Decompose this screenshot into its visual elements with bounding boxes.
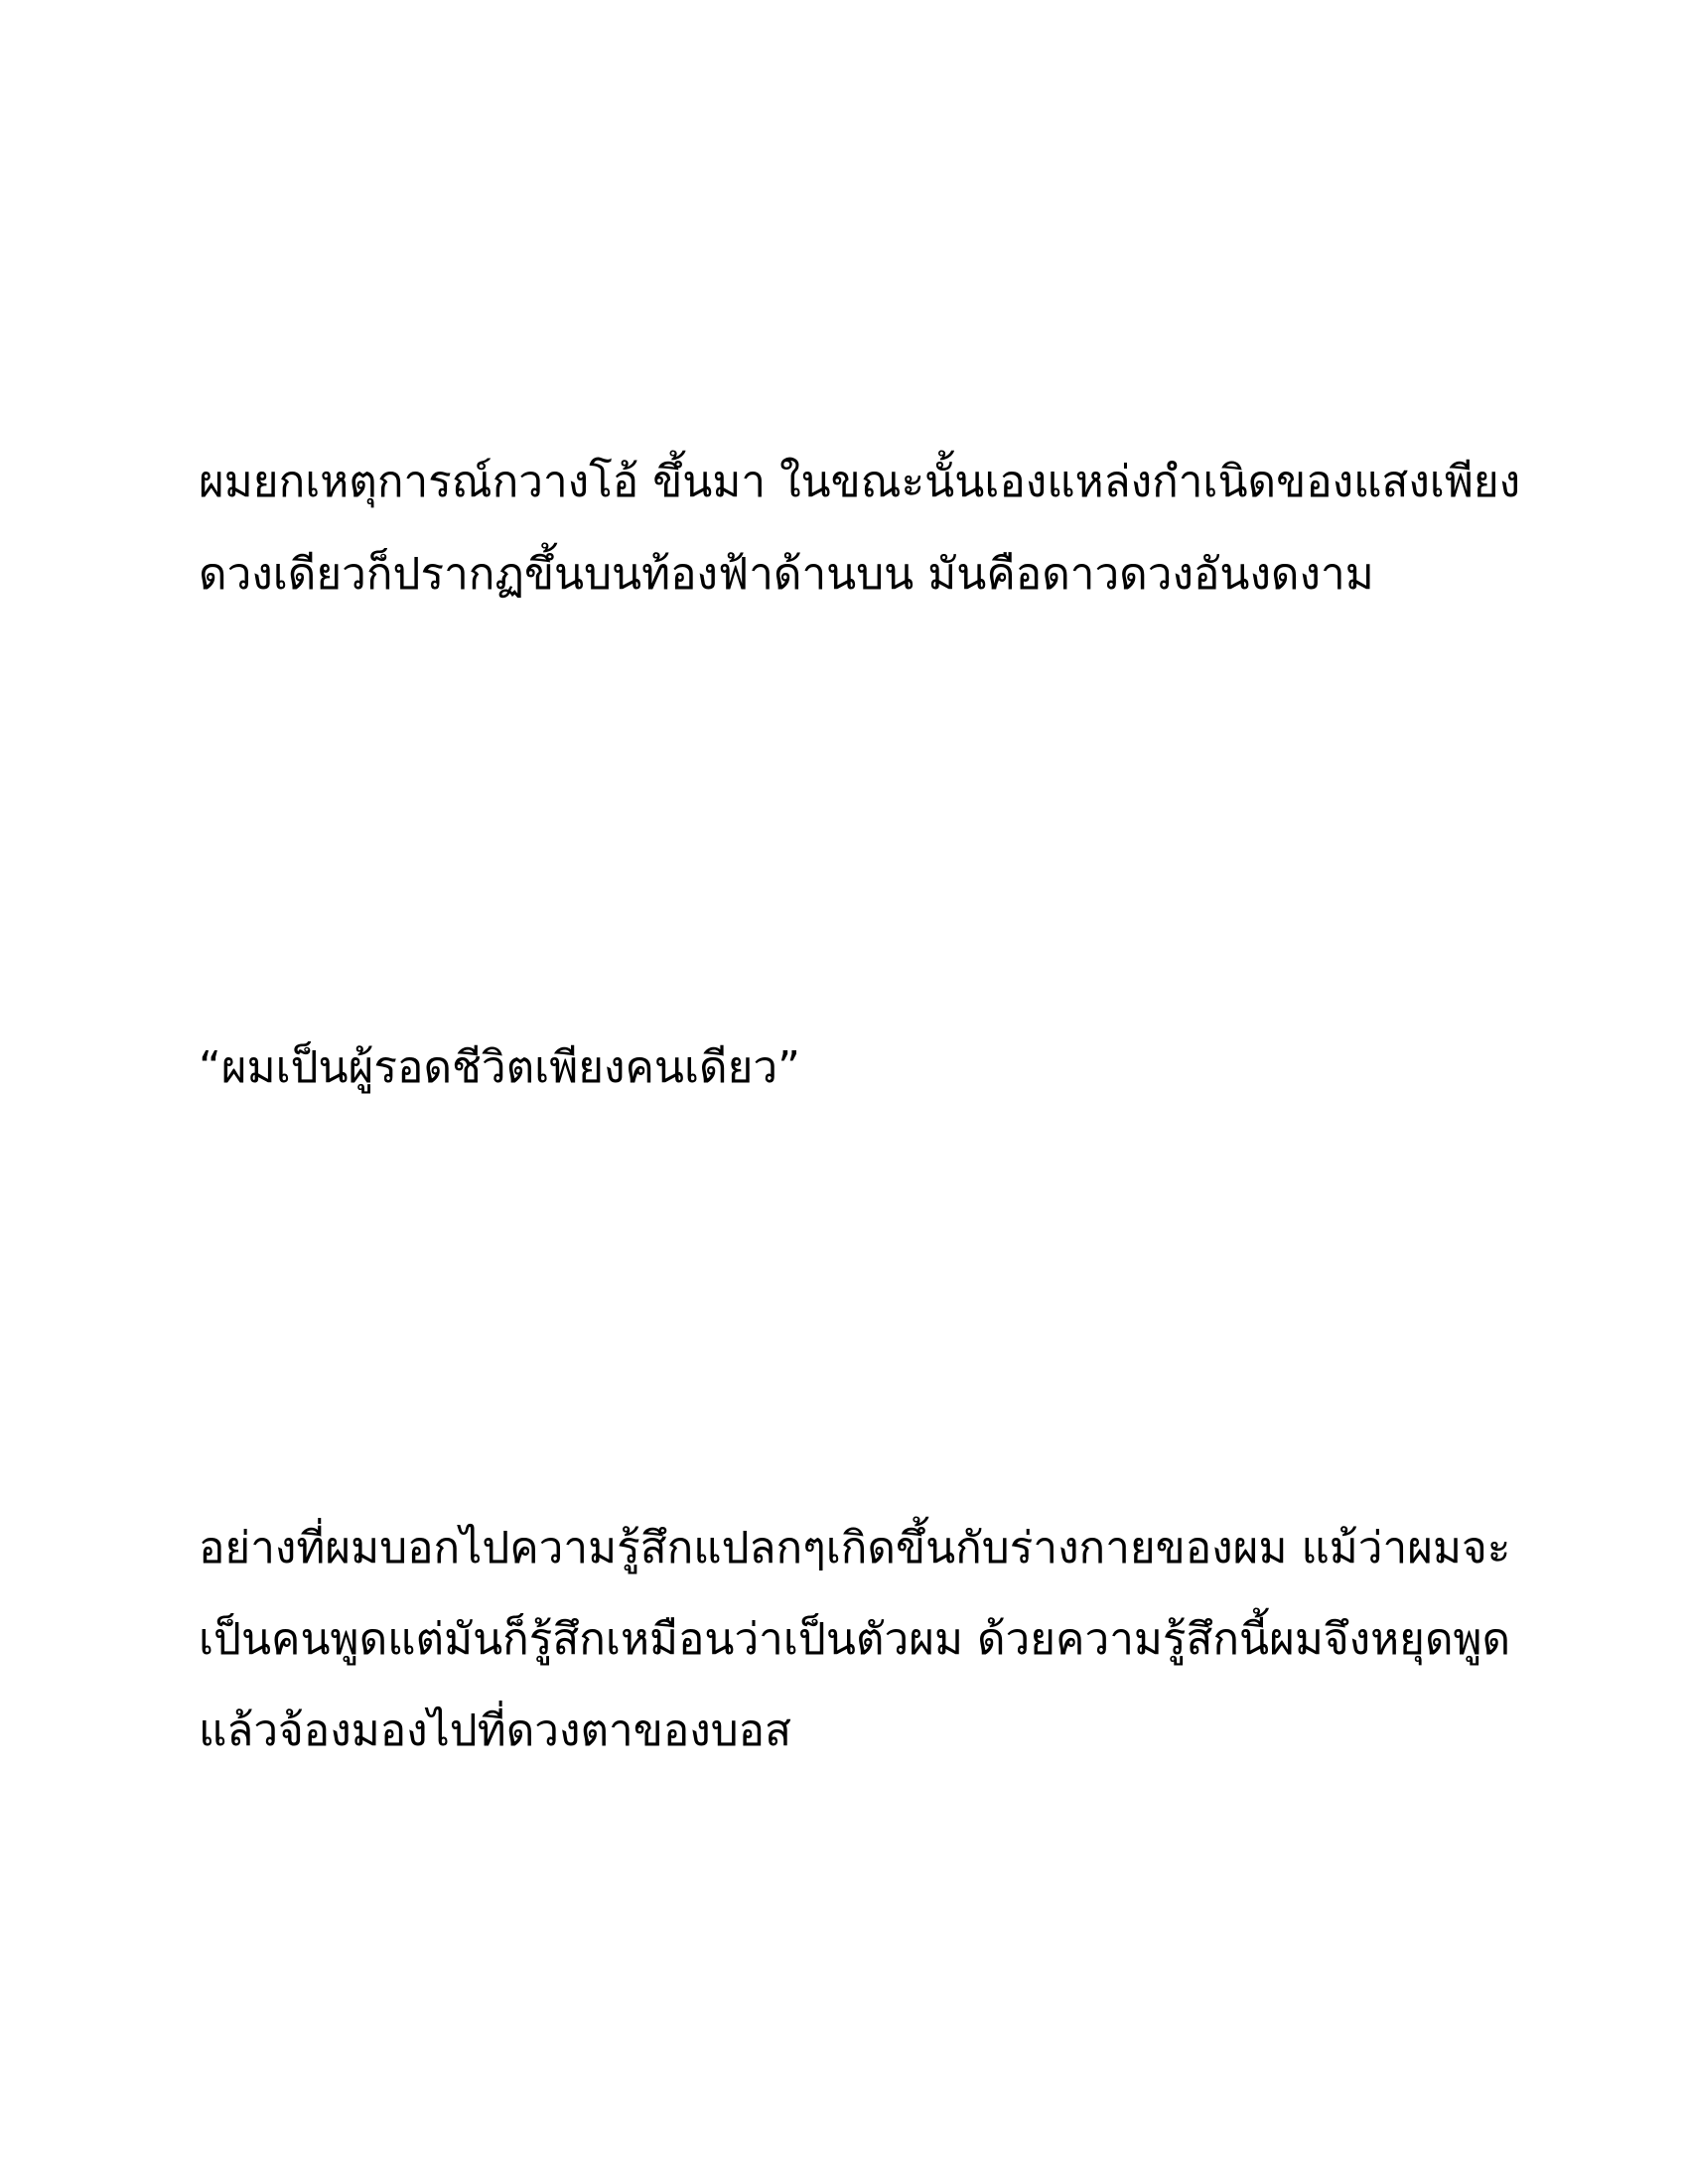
paragraph-3-line-3: แล้วจ้องมองไปที่ดวงตาของบอส [199,1706,791,1756]
paragraph-2-line-1: “ผมเป็นผู้รอดชีวิตเพียงคนเดียว” [199,1042,800,1093]
paragraph-3-line-1: อย่างที่ผมบอกไปความรู้สึกแปลกๆเกิดขึ้นกับร่างกายของผม แม้ว่าผมจะ [199,1523,1511,1573]
paragraph-3-line-2: เป็นคนพูดแต่มันก็รู้สึกเหมือนว่าเป็นตัวผม ด้วยความรู้สึกนี้ผมจึงหยุดพูด [199,1614,1511,1665]
paragraph-1-line-2: ดวงเดียวก็ปรากฏขึ้นบนท้องฟ้าด้านบน มันคือดาวดวงอันงดงาม [199,549,1374,600]
paragraph-1-line-1: ผมยกเหตุการณ์กวางโอ้ ขึ้นมา ในขณะนั้นเองแหล่งกำเนิดของแสงเพียง [199,457,1521,507]
